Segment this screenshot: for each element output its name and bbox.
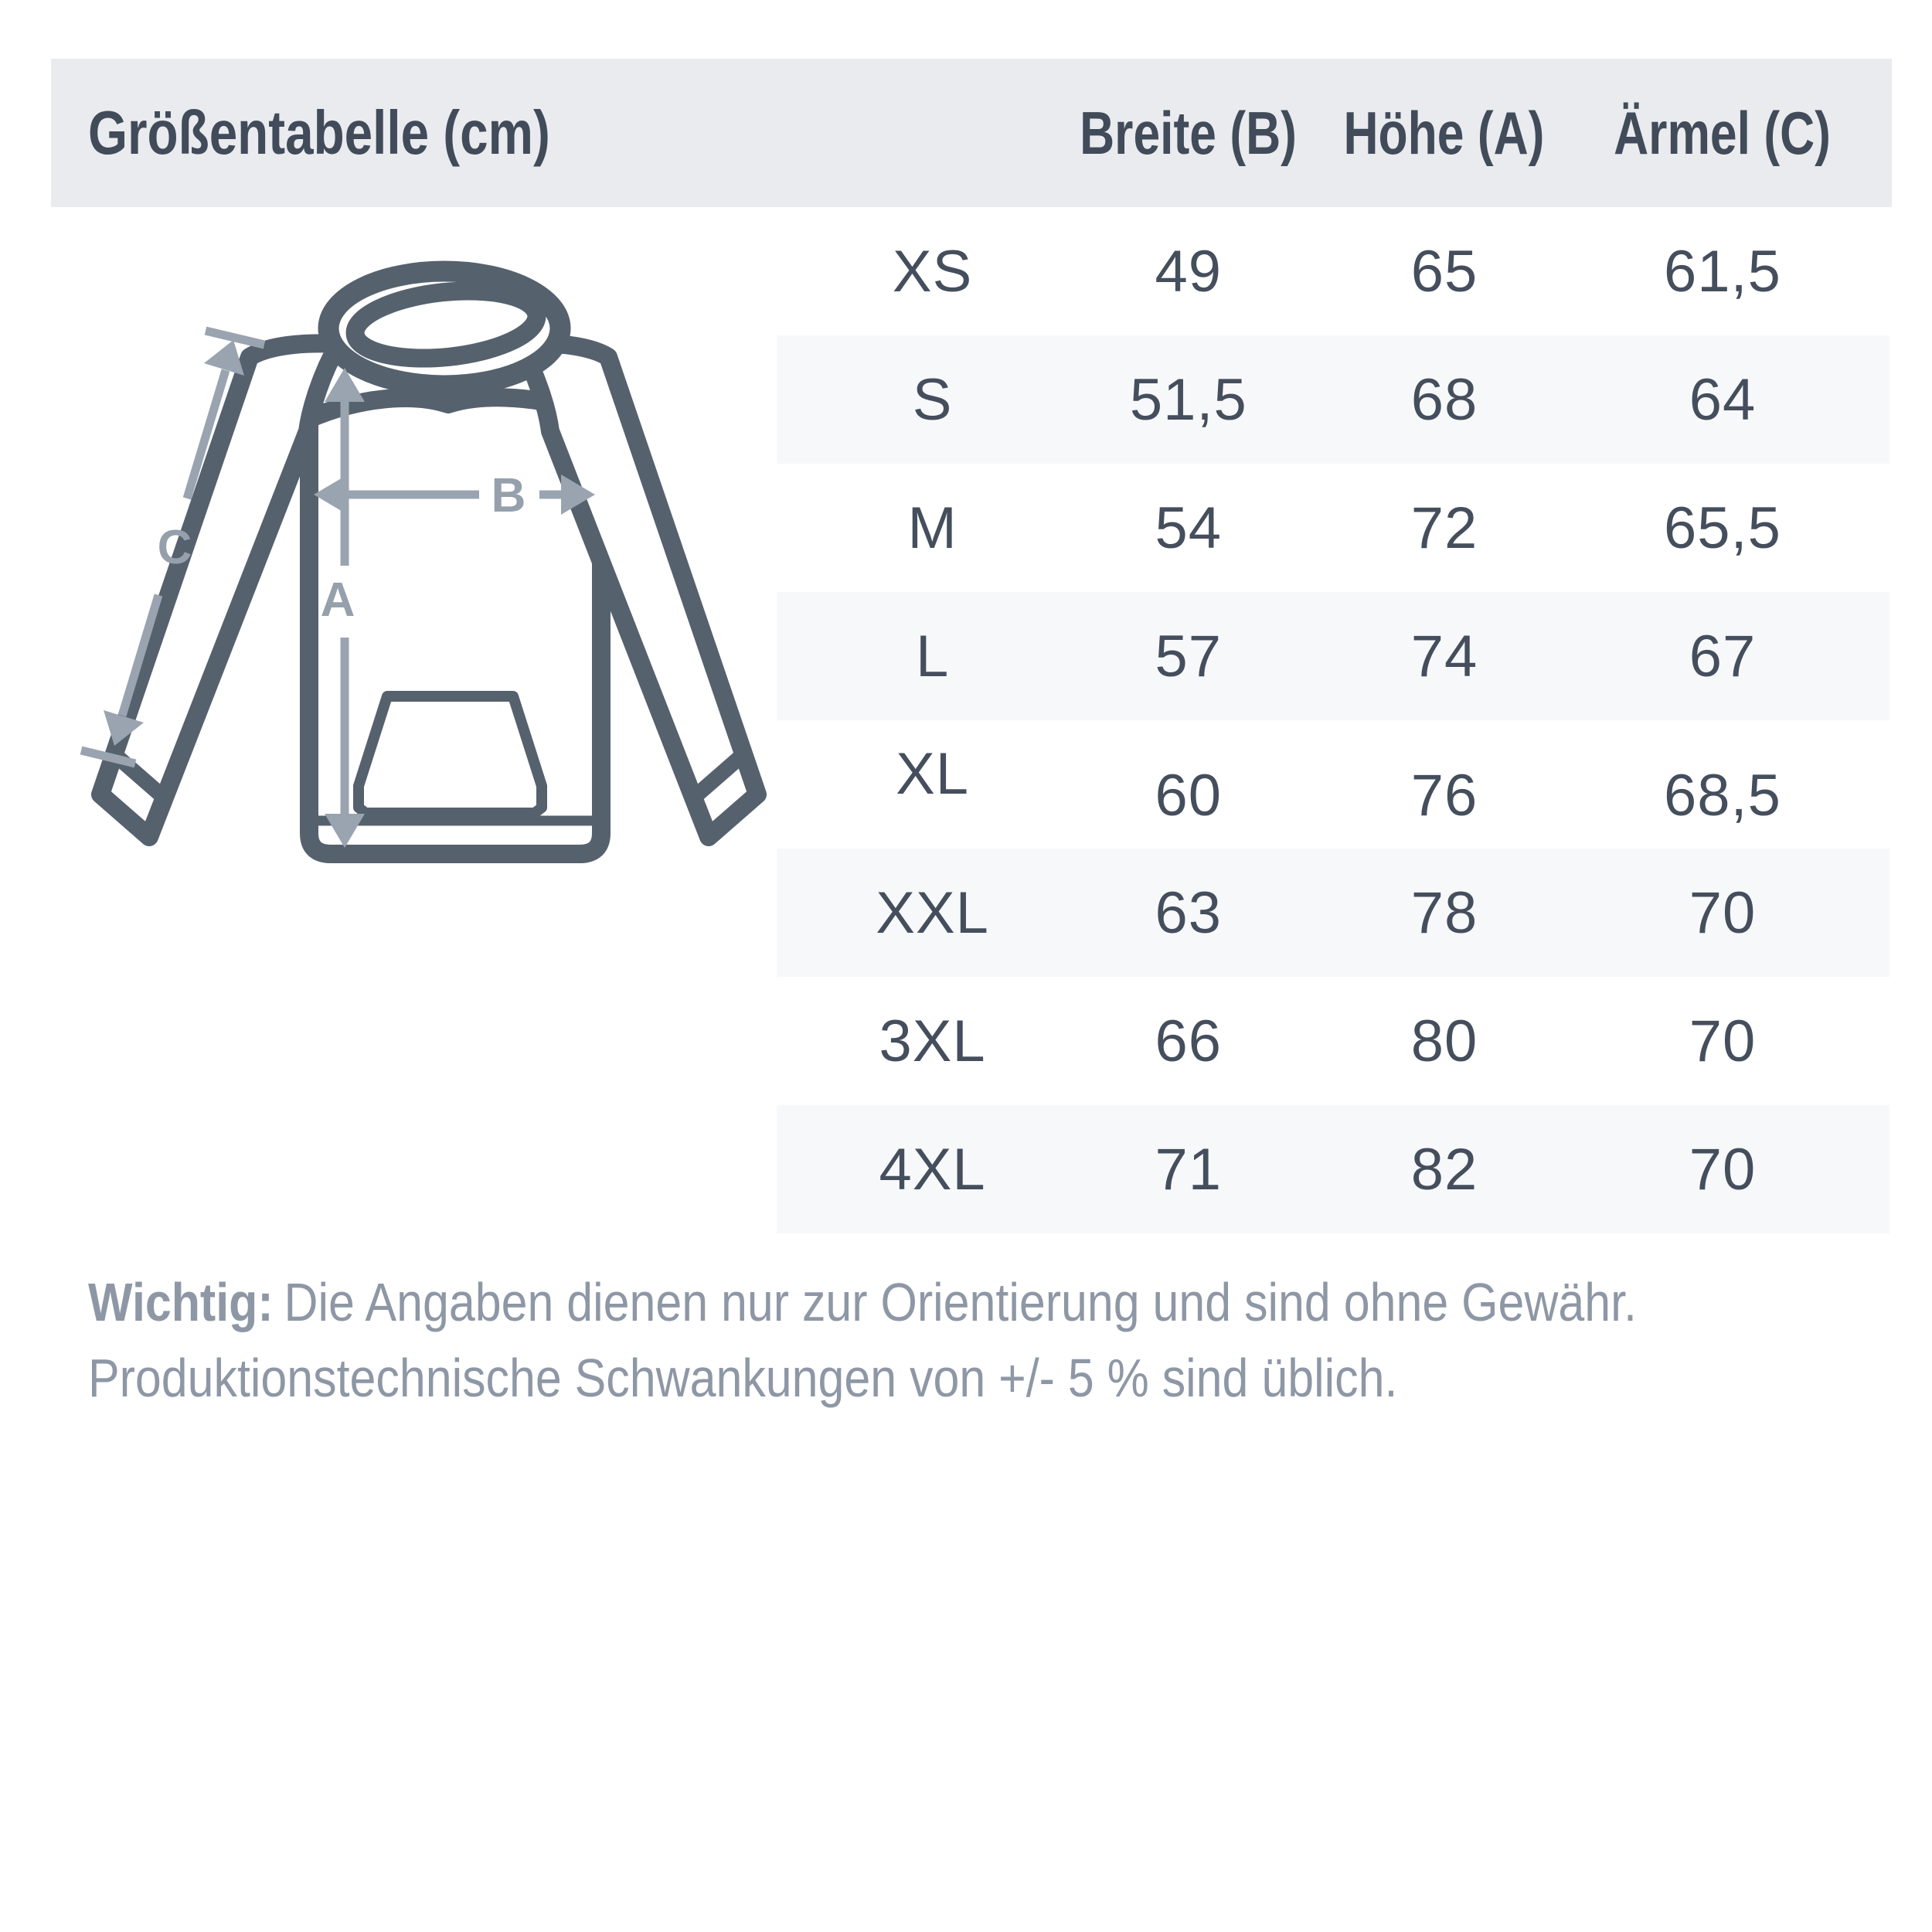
- aermel-value: 70: [1689, 1008, 1757, 1074]
- column-header-aermel: Ärmel (C): [1614, 98, 1832, 167]
- hoehe-value: 82: [1410, 1136, 1478, 1202]
- hoehe-value: 65: [1410, 238, 1478, 304]
- hoehe-value: 68: [1410, 366, 1478, 433]
- page-title: Größentabelle (cm): [88, 98, 550, 167]
- hoehe-value: 80: [1410, 1008, 1478, 1074]
- table-row: [777, 849, 1889, 977]
- label-a: A: [320, 573, 355, 627]
- note-line-1: [88, 1264, 1927, 1340]
- aermel-value: 70: [1689, 1136, 1757, 1202]
- hoodie-diagram: [62, 216, 796, 896]
- aermel-value: 64: [1689, 366, 1757, 433]
- kangaroo-pocket: [359, 696, 542, 813]
- table-row: [777, 207, 1889, 335]
- breite-value: 63: [1155, 879, 1223, 946]
- note-text-2: Produktionstechnische Schwankungen von +/- 5 % sind üblich.: [88, 1348, 1398, 1408]
- size-label: M: [907, 495, 957, 561]
- aermel-value: 61,5: [1664, 238, 1781, 304]
- aermel-value: 68,5: [1664, 762, 1781, 828]
- note-line-2: [88, 1340, 1927, 1416]
- label-b: B: [491, 469, 526, 522]
- note-label: Wichtig:: [88, 1272, 274, 1332]
- size-label: 4XL: [879, 1136, 986, 1202]
- breite-value: 66: [1155, 1008, 1223, 1074]
- aermel-value: 67: [1689, 623, 1757, 689]
- column-header-breite: Breite (B): [1080, 98, 1298, 167]
- size-chart-header: [51, 59, 1892, 207]
- table-row: [777, 335, 1889, 464]
- breite-value: 51,5: [1129, 366, 1247, 433]
- size-table: [777, 207, 1889, 1233]
- size-label: XXL: [876, 879, 989, 946]
- column-header-hoehe: Höhe (A): [1343, 98, 1545, 167]
- hoehe-value: 78: [1410, 879, 1478, 946]
- breite-value: 60: [1155, 762, 1223, 828]
- table-row: [777, 464, 1889, 592]
- breite-value: 49: [1155, 238, 1223, 304]
- size-label: S: [912, 366, 953, 433]
- table-row: [777, 720, 1889, 849]
- size-label: 3XL: [879, 1008, 986, 1074]
- size-label: XS: [892, 238, 973, 304]
- table-row: [777, 977, 1889, 1105]
- aermel-value: 65,5: [1664, 495, 1781, 561]
- size-label: XL: [896, 740, 970, 807]
- column-header-spacer: [777, 59, 1088, 207]
- hoodie-illustration: [62, 216, 796, 896]
- table-row: [777, 592, 1889, 720]
- hoehe-value: 72: [1410, 495, 1478, 561]
- breite-value: 57: [1155, 623, 1223, 689]
- disclaimer-note: [88, 1264, 1927, 1416]
- column-headers: [777, 59, 1889, 207]
- aermel-value: 70: [1689, 879, 1757, 946]
- label-c: C: [157, 521, 192, 574]
- note-text-1: Die Angaben dienen nur zur Orientierung und sind ohne Gewähr.: [284, 1272, 1637, 1332]
- size-label: L: [915, 623, 950, 689]
- hoehe-value: 74: [1410, 623, 1478, 689]
- breite-value: 71: [1155, 1136, 1223, 1202]
- breite-value: 54: [1155, 495, 1223, 561]
- table-row: [777, 1105, 1889, 1233]
- hoehe-value: 76: [1410, 762, 1478, 828]
